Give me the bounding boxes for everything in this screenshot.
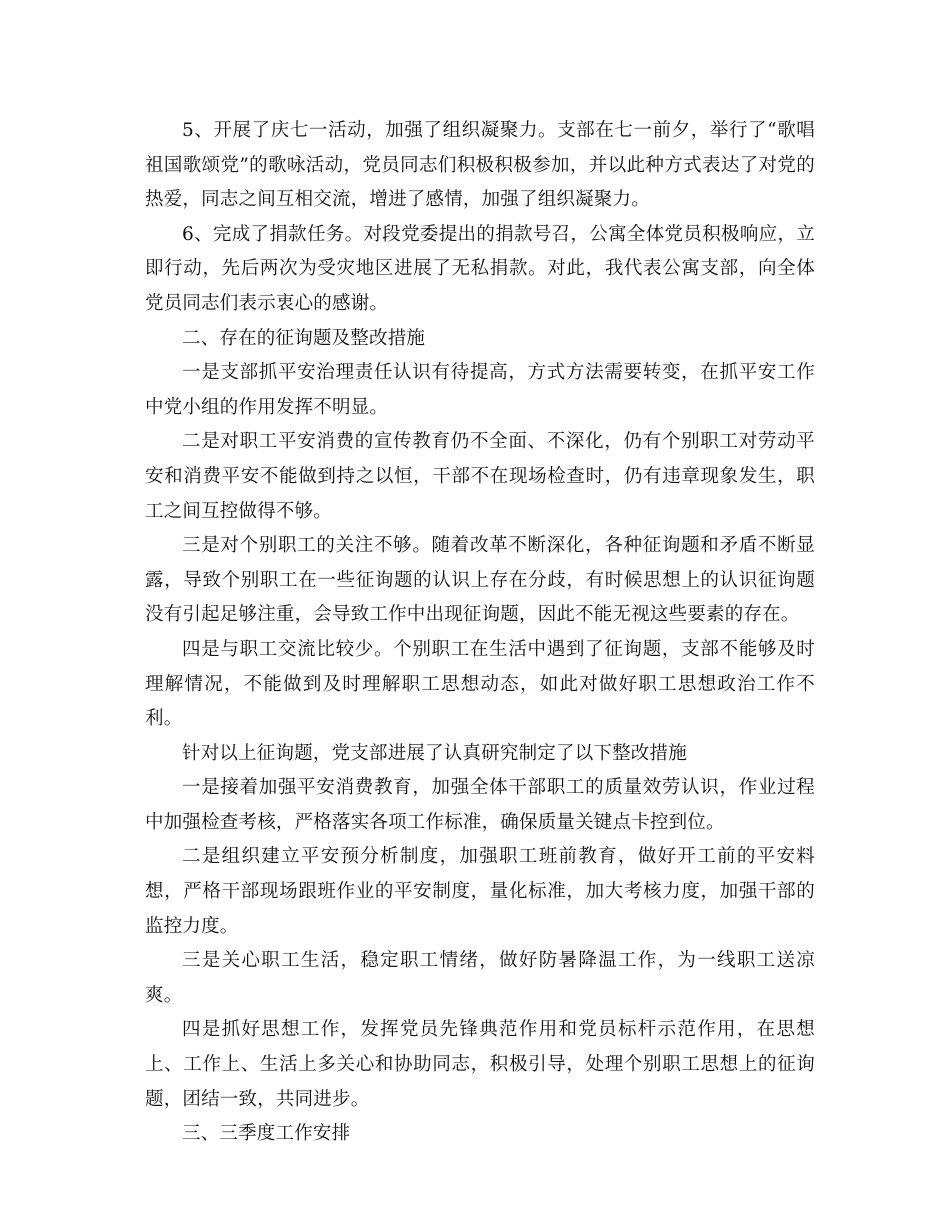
paragraph-measure-3: 三是关心职工生活，稳定职工情绪，做好防暑降温工作，为一线职工送凉爽。: [145, 950, 815, 1006]
section-heading-problems: 二、存在的征询题及整改措施: [182, 327, 426, 349]
paragraph-problem-4: 四是与职工交流比较少。个别职工在生活中遇到了征询题，支部不能够及时理解情况，不能做到及时理解职工思想动态，如此对做好职工思想政治工作不利。: [145, 638, 815, 730]
paragraph-celebration-activity: 5、开展了庆七一活动，加强了组织凝聚力。支部在七一前夕，举行了“歌唱祖国歌颂党”的歌咏活动，党员同志们积极积极参加，并以此种方式表达了对党的热爱，同志之间互相交流，增进了感情，加强了组织凝聚力。: [145, 120, 815, 211]
paragraph-donation-task: 6、完成了捐款任务。对段党委提出的捐款号召，公寓全体党员积极响应，立即行动，先后两次为受灾地区进展了无私捐款。对此，我代表公寓支部，向全体党员同志们表示衷心的感谢。: [145, 223, 815, 314]
paragraph-measure-4: 四是抓好思想工作，发挥党员先锋典范作用和党员标杆示范作用，在思想上、工作上、生活上多关心和协助同志，积极引导，处理个别职工思想上的征询题，团结一致，共同进步。: [145, 1019, 815, 1110]
document-body: [145, 114, 815, 1152]
paragraph-problem-2: 二是对职工平安消费的宣传教育仍不全面、不深化，仍有个别职工对劳动平安和消费平安不能做到持之以恒，干部不在现场检查时，仍有违章现象发生，职工之间互控做得不够。: [145, 431, 815, 522]
paragraph-problem-3: 三是对个别职工的关注不够。随着改革不断深化，各种征询题和矛盾不断显露，导致个别职工在一些征询题的认识上存在分歧，有时候思想上的认识征询题没有引起足够注重，会导致工作中出现征询题，因此不能无视这些要素的存在。: [145, 535, 815, 626]
paragraph-measure-2: 二是组织建立平安预分析制度，加强职工班前教育，做好开工前的平安料想，严格干部现场跟班作业的平安制度，量化标准，加大考核力度，加强干部的监控力度。: [145, 846, 815, 937]
paragraph-measure-1: 一是接着加强平安消费教育，加强全体干部职工的质量效劳认识，作业过程中加强检查考核，严格落实各项工作标准，确保质量关键点卡控到位。: [145, 777, 815, 833]
paragraph-problem-1: 一是支部抓平安治理责任认识有待提高，方式方法需要转变，在抓平安工作中党小组的作用发挥不明显。: [145, 362, 815, 418]
paragraph-measures-intro: 针对以上征询题，党支部进展了认真研究制定了以下整改措施: [182, 742, 687, 764]
section-heading-q3-plan: 三、三季度工作安排: [182, 1123, 351, 1145]
